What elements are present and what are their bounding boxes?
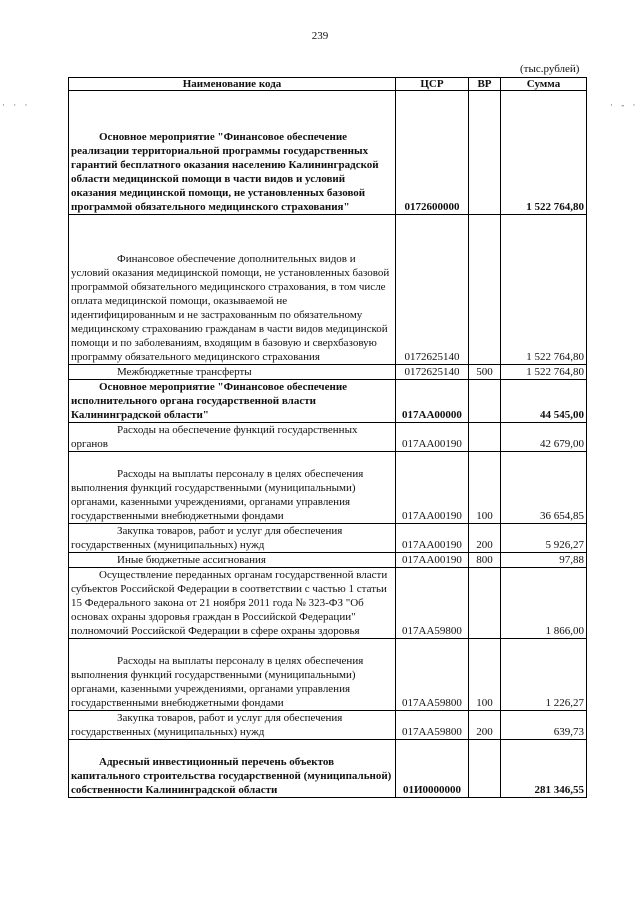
row-vr: 800 bbox=[469, 553, 501, 568]
row-name: Основное мероприятие "Финансовое обеспечение исполнительного органа государственной власти Калининградской области" bbox=[69, 380, 396, 423]
row-sum: 1 226,27 bbox=[501, 639, 587, 711]
row-vr: 200 bbox=[469, 524, 501, 553]
scan-mark-left: · · · bbox=[2, 100, 31, 110]
row-name: Осуществление переданных органам государственной власти субъектов Российской Федерации в соответствии с частью 1 статьи 15 Федерального закона от 21 ноября 2011 года № 323-ФЗ "Об основах охраны здоровья граждан в Российской Федерации" полномочий Российской Федерации в сфере охраны здоровья bbox=[69, 568, 396, 639]
row-name: Закупка товаров, работ и услуг для обеспечения государственных (муниципальных) нужд bbox=[69, 524, 396, 553]
row-name: Адресный инвестиционный перечень объектов капитального строительства государственной (муниципальной) собственности Калининградской области bbox=[69, 740, 396, 798]
row-sum: 97,88 bbox=[501, 553, 587, 568]
row-csr: 0172625140 bbox=[396, 215, 469, 365]
table-row bbox=[69, 215, 587, 365]
row-csr: 017АА59800 bbox=[396, 711, 469, 740]
row-name: Финансовое обеспечение дополнительных видов и условий оказания медицинской помощи, не установленных базовой программой обязательного медицинского страхования, в том числе оплата медицинской помощи, оказываемой не идентифицированным и не застрахованным по обязательному медицинскому страхованию гражданам в части видов медицинской помощи и по заболеваниям, входящим в базовую и сверхбазовую программу обязательного медицинского страхования bbox=[69, 215, 396, 365]
page-number: 239 bbox=[311, 30, 329, 42]
table-row bbox=[69, 365, 587, 380]
row-sum: 1 522 764,80 bbox=[501, 91, 587, 215]
row-vr: 200 bbox=[469, 711, 501, 740]
units-label: (тыс.рублей) bbox=[520, 63, 580, 75]
row-vr bbox=[469, 568, 501, 639]
row-vr: 500 bbox=[469, 365, 501, 380]
header-sum: Сумма bbox=[501, 78, 587, 91]
table-row bbox=[69, 423, 587, 452]
header-name: Наименование кода bbox=[69, 78, 396, 91]
table-row bbox=[69, 524, 587, 553]
table-row bbox=[69, 639, 587, 711]
row-vr: 100 bbox=[469, 639, 501, 711]
row-vr bbox=[469, 423, 501, 452]
header-csr: ЦСР bbox=[396, 78, 469, 91]
budget-table bbox=[68, 77, 587, 798]
row-csr: 017АА00190 bbox=[396, 553, 469, 568]
row-sum: 5 926,27 bbox=[501, 524, 587, 553]
table-header-row bbox=[69, 78, 587, 91]
row-vr bbox=[469, 380, 501, 423]
row-sum: 639,73 bbox=[501, 711, 587, 740]
row-csr: 017АА00190 bbox=[396, 524, 469, 553]
row-sum: 1 522 764,80 bbox=[501, 215, 587, 365]
row-csr: 017АА00190 bbox=[396, 423, 469, 452]
row-csr: 017АА59800 bbox=[396, 639, 469, 711]
row-name: Расходы на выплаты персоналу в целях обеспечения выполнения функций государственными (муниципальными) органами, казенными учреждениями, органами управления государственными внебюджетными фондами bbox=[69, 452, 396, 524]
row-csr: 017АА59800 bbox=[396, 568, 469, 639]
header-vr: ВР bbox=[469, 78, 501, 91]
table-row bbox=[69, 568, 587, 639]
table-row bbox=[69, 740, 587, 798]
row-sum: 36 654,85 bbox=[501, 452, 587, 524]
row-csr: 017АА00190 bbox=[396, 452, 469, 524]
row-vr bbox=[469, 91, 501, 215]
table-row bbox=[69, 452, 587, 524]
row-sum: 42 679,00 bbox=[501, 423, 587, 452]
row-sum: 44 545,00 bbox=[501, 380, 587, 423]
row-sum: 1 866,00 bbox=[501, 568, 587, 639]
row-name: Основное мероприятие "Финансовое обеспечение реализации территориальной программы государственных гарантий бесплатного оказания населению Калининградской области медицинской помощи в части видов и условий оказания медицинской помощи, не установленных базовой программой обязательного медицинского страхования" bbox=[69, 91, 396, 215]
row-sum: 1 522 764,80 bbox=[501, 365, 587, 380]
row-csr: 017АА00000 bbox=[396, 380, 469, 423]
row-vr bbox=[469, 740, 501, 798]
row-sum: 281 346,55 bbox=[501, 740, 587, 798]
row-name: Закупка товаров, работ и услуг для обеспечения государственных (муниципальных) нужд bbox=[69, 711, 396, 740]
table-row bbox=[69, 553, 587, 568]
row-name: Иные бюджетные ассигнования bbox=[69, 553, 396, 568]
table-row bbox=[69, 380, 587, 423]
table-row bbox=[69, 711, 587, 740]
row-csr: 01И0000000 bbox=[396, 740, 469, 798]
row-csr: 0172625140 bbox=[396, 365, 469, 380]
row-name: Расходы на обеспечение функций государственных органов bbox=[69, 423, 396, 452]
row-name: Расходы на выплаты персоналу в целях обеспечения выполнения функций государственными (муниципальными) органами, казенными учреждениями, органами управления государственными внебюджетными фондами bbox=[69, 639, 396, 711]
row-vr: 100 bbox=[469, 452, 501, 524]
table-row bbox=[69, 91, 587, 215]
row-vr bbox=[469, 215, 501, 365]
scan-mark-right: · - · bbox=[610, 100, 639, 110]
row-name: Межбюджетные трансферты bbox=[69, 365, 396, 380]
row-csr: 0172600000 bbox=[396, 91, 469, 215]
